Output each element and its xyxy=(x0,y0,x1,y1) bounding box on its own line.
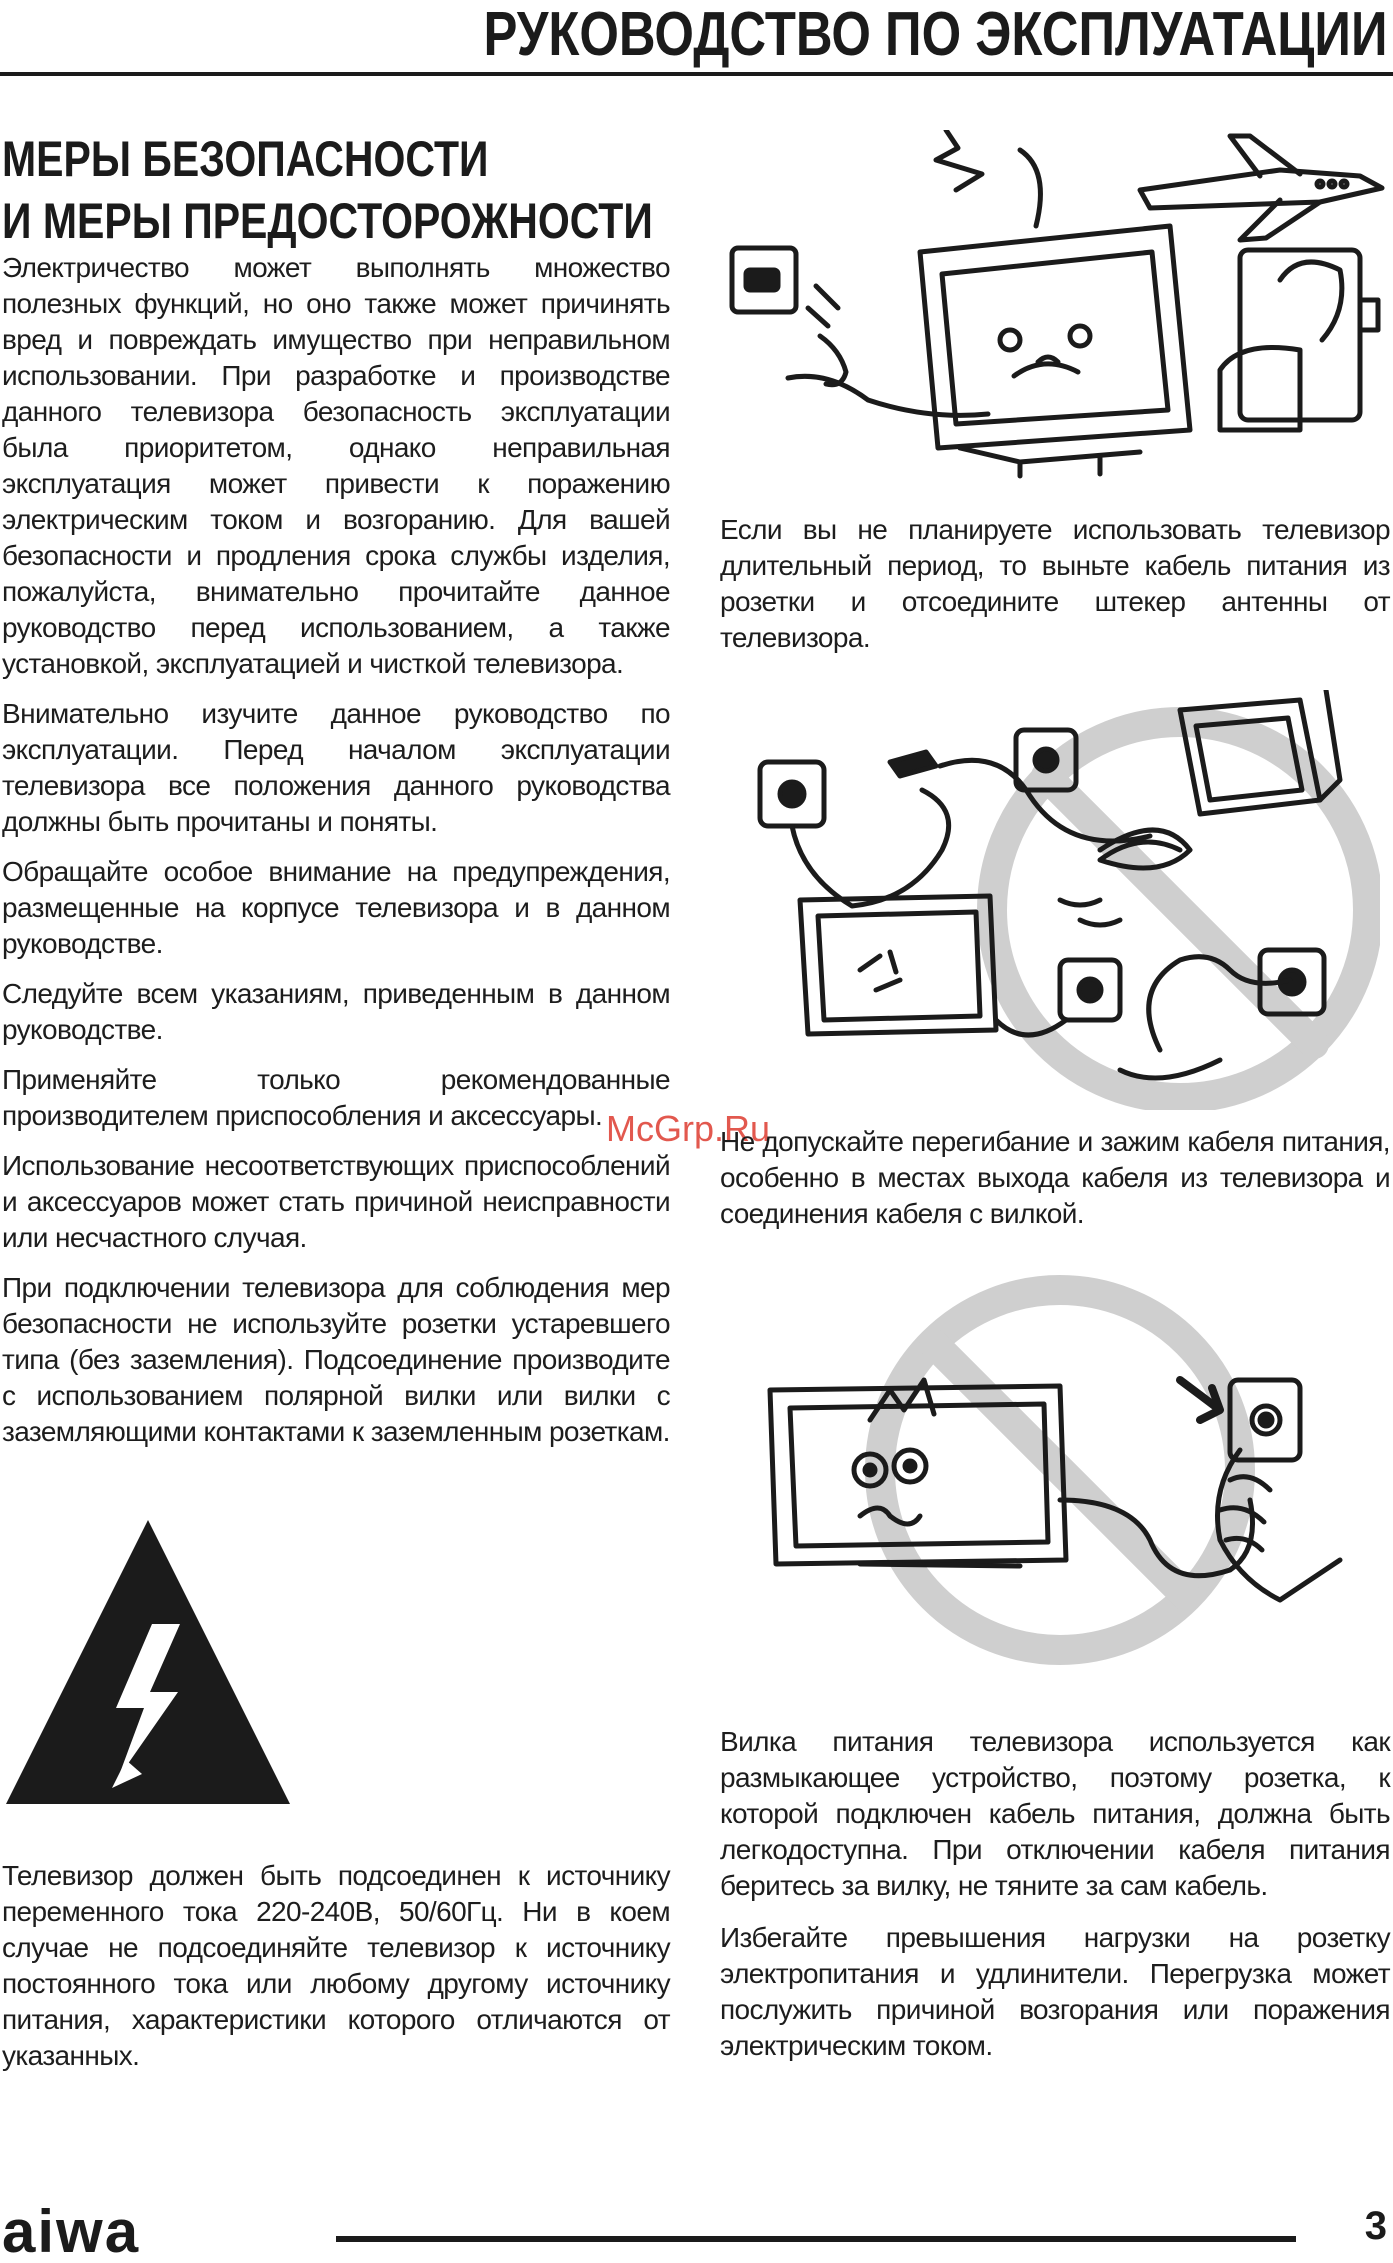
left-column xyxy=(2,250,670,1464)
warnings-paragraph: Обращайте особое внимание на предупреждения, размещенные на корпусе телевизора и в данном руководстве. xyxy=(2,856,670,959)
high-voltage-warning-icon xyxy=(2,1512,294,1808)
read-manual-paragraph: Внимательно изучите данное руководство по эксплуатации. Перед началом эксплуатации телевизора все положения данного руководства должны быть прочитаны и поняты. xyxy=(2,698,670,837)
plug-disconnect-paragraph: Вилка питания телевизора используется как размыкающее устройство, поэтому розетка, к которой подключен кабель питания, должна быть легкодоступна. При отключении кабеля питания беритесь за вилку, не тяните за сам кабель. xyxy=(720,1726,1390,1901)
unsuitable-accessories-paragraph: Использование несоответствующих приспособлений и аксессуаров может стать причиной неисправности или несчастного случая. xyxy=(2,1150,670,1253)
document-header-title: РУКОВОДСТВО ПО ЭКСПЛУАТАЦИИ xyxy=(482,0,1387,69)
section-title-line-1: МЕРЫ БЕЗОПАСНОСТИ xyxy=(2,131,489,187)
cable-bending-paragraph: Не допускайте перегибание и зажим кабеля питания, особенно в местах выхода кабеля из телевизора и соединения кабеля с вилкой. xyxy=(720,1126,1390,1229)
overload-paragraph: Избегайте превышения нагрузки на розетку электропитания и удлинители. Перегрузка может послужить причиной возгорания или поражения электрическим током. xyxy=(720,1922,1390,2061)
aiwa-logo xyxy=(2,2208,242,2263)
pull-cable-illustration xyxy=(760,1270,1360,1670)
section-title xyxy=(2,128,653,252)
site-watermark: McGrp.Ru xyxy=(606,1108,771,1149)
intro-paragraph: Электричество может выполнять множество полезных функций, но оно также может причинять вред и повреждать имущество при неправильном использовании. При разработке и производстве данного телевизора безопасность эксплуатации была приоритетом, однако неправильная эксплуатация может привести к поражению электрическим током и возгоранию. Для вашей безопасности и продления срока службы изделия, пожалуйста, внимательно прочитайте данное руководство перед использованием, а также установкой, эксплуатацией и чисткой телевизора. xyxy=(2,252,670,679)
accessories-paragraph: Применяйте только рекомендованные производителем приспособления и аксессуары. xyxy=(2,1064,670,1131)
section-title-line-2: И МЕРЫ ПРЕДОСТОРОЖНОСТИ xyxy=(2,193,653,249)
footer-rule xyxy=(336,2236,1296,2242)
cable-damage-illustration xyxy=(740,690,1380,1110)
page-number: 3 xyxy=(1364,2204,1387,2248)
aiwa-logo-text: aiwa xyxy=(2,2208,141,2258)
grounding-paragraph: При подключении телевизора для соблюдения мер безопасности не используйте розетки устаревшего типа (без заземления). Подсоединение производите с использованием полярной вилки или вилки с заземляющими контактами к заземленным розеткам. xyxy=(2,1272,670,1447)
follow-instructions-paragraph: Следуйте всем указаниям, приведенным в данном руководстве. xyxy=(2,978,670,1045)
unplug-paragraph: Если вы не планируете использовать телевизор длительный период, то выньте кабель питания из розетки и отсоедините штекер антенны от телевизора. xyxy=(720,514,1390,653)
header-rule xyxy=(0,72,1393,76)
unplug-tv-illustration xyxy=(720,130,1390,480)
power-source-paragraph: Телевизор должен быть подсоединен к источнику переменного тока 220-240В, 50/60Гц. Ни в коем случае не подсоединяйте телевизор к источнику постоянного тока или любому другому источнику питания, характеристики которого отличаются от указанных. xyxy=(2,1860,670,2071)
